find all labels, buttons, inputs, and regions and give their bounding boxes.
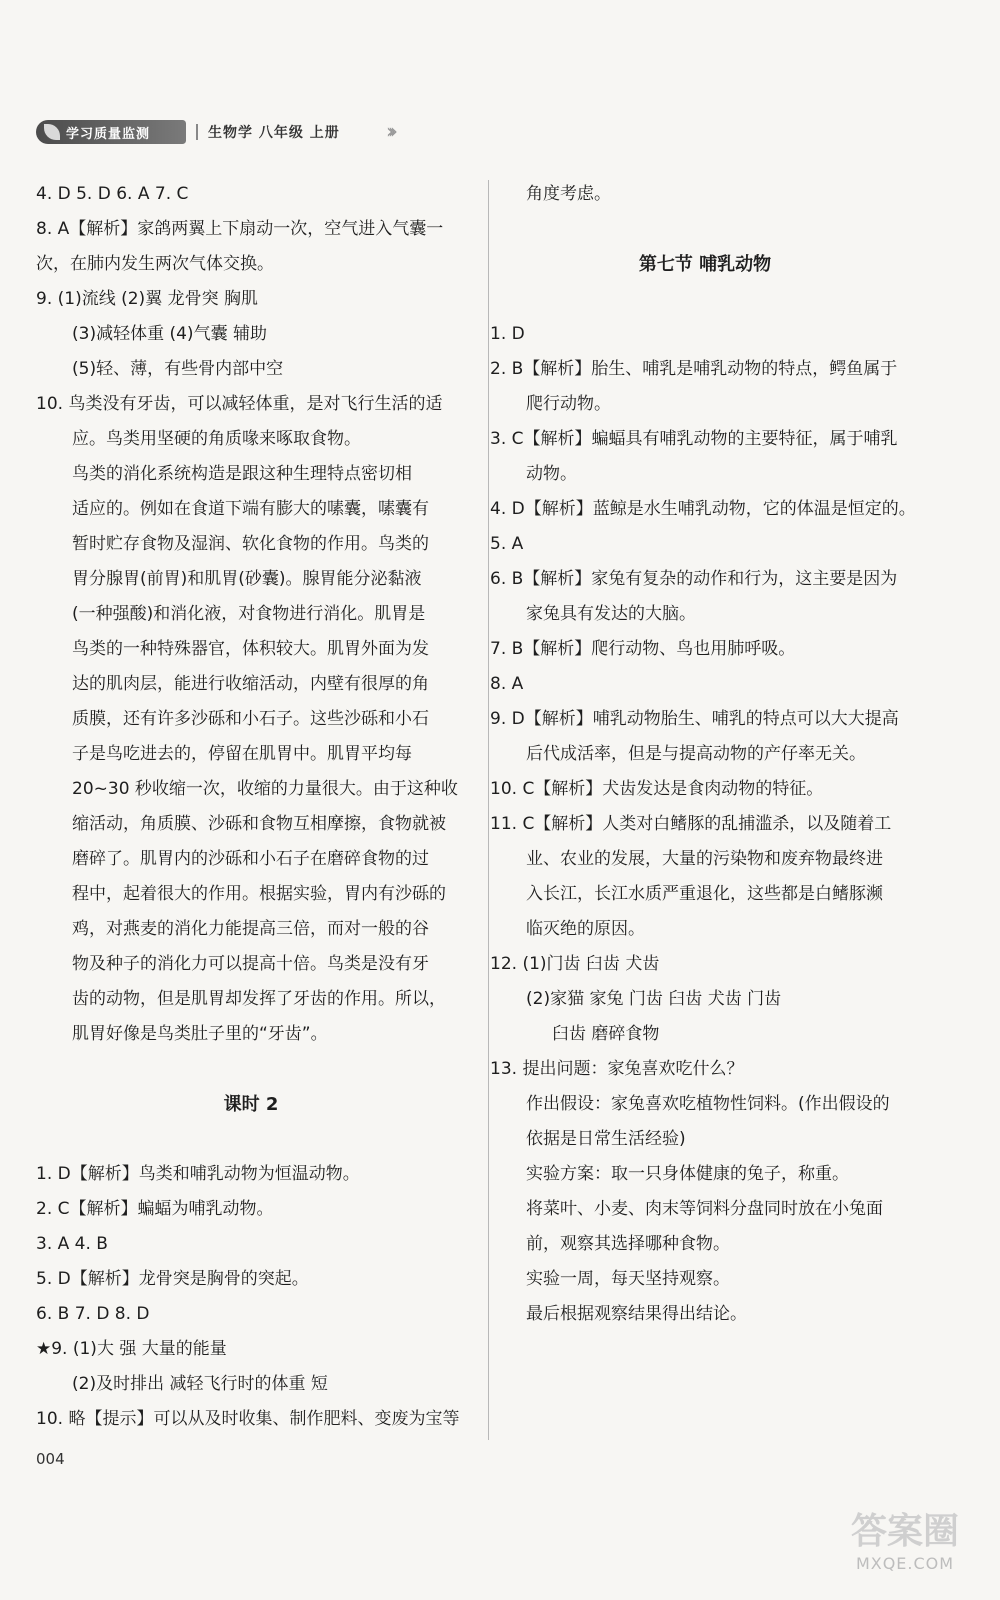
text-line: 入长江，长江水质严重退化，这些都是白鳍豚濒	[526, 884, 883, 904]
text-line: 4. D 5. D 6. A 7. C	[36, 184, 189, 204]
left-column	[36, 177, 466, 1437]
text-line: 子是鸟吃进去的，停留在肌胃中。肌胃平均每	[72, 744, 412, 764]
text-line: 鸟类的消化系统构造是跟这种生理特点密切相	[72, 464, 412, 484]
text-line: (3)减轻体重 (4)气囊 辅助	[72, 324, 267, 344]
text-line: (5)轻、薄，有些骨内部中空	[72, 359, 284, 379]
text-line: 后代成活率，但是与提高动物的产仔率无关。	[526, 744, 866, 764]
text-line: 齿的动物，但是肌胃却发挥了牙齿的作用。所以，	[72, 989, 446, 1009]
section-title: 课时 2	[223, 1094, 279, 1115]
text-line: (2)家猫 家兔 门齿 臼齿 犬齿 门齿	[526, 989, 782, 1009]
text-line: (2)及时排出 减轻飞行时的体重 短	[72, 1374, 328, 1394]
text-line: 13. 提出问题：家兔喜欢吃什么？	[490, 1059, 744, 1079]
text-line: 1. D	[490, 324, 525, 344]
text-line: 9. (1)流线 (2)翼 龙骨突 胸肌	[36, 289, 258, 309]
text-line: 6. B 7. D 8. D	[36, 1304, 150, 1324]
chevron-right-icon: ›››	[386, 119, 392, 143]
text-line	[490, 282, 920, 317]
text-line: 10. 略【提示】可以从及时收集、制作肥料、变废为宝等	[36, 1409, 460, 1429]
book-title: 生物学 八年级 上册	[208, 125, 340, 141]
text-line: 10. 鸟类没有牙齿，可以减轻体重，是对飞行生活的适	[36, 394, 443, 414]
text-line: 缩活动，角质膜、沙砾和食物互相摩擦，食物就被	[72, 814, 446, 834]
text-line	[490, 212, 920, 247]
watermark-logo	[830, 1510, 980, 1580]
text-line: 物及种子的消化力可以提高十倍。鸟类是没有牙	[72, 954, 429, 974]
text-line: 前，观察其选择哪种食物。	[526, 1234, 730, 1254]
text-line: 肌胃好像是鸟类肚子里的“牙齿”。	[72, 1024, 328, 1044]
leaf-icon	[44, 124, 60, 140]
text-line: 实验一周，每天坚持观察。	[526, 1269, 730, 1289]
page-header	[36, 118, 446, 148]
text-line: 12. (1)门齿 臼齿 犬齿	[490, 954, 660, 974]
text-line: 动物。	[526, 464, 577, 484]
text-line: 5. D【解析】龙骨突是胸骨的突起。	[36, 1269, 309, 1289]
text-line: 胃分腺胃(前胃)和肌胃(砂囊)。腺胃能分泌黏液	[72, 569, 422, 589]
text-line: 2. C【解析】蝙蝠为哺乳动物。	[36, 1199, 274, 1219]
text-line: 9. D【解析】哺乳动物胎生、哺乳的特点可以大大提高	[490, 709, 899, 729]
text-line: 20~30 秒收缩一次，收缩的力量很大。由于这种收	[72, 779, 458, 799]
text-line: 3. A 4. B	[36, 1234, 108, 1254]
header-separator	[196, 124, 198, 140]
text-line: ★9. (1)大 强 大量的能量	[36, 1339, 227, 1359]
text-line: 角度考虑。	[526, 184, 611, 204]
watermark-text: 答案圈	[850, 1511, 959, 1552]
text-line: 5. A	[490, 534, 524, 554]
right-column	[490, 177, 920, 1332]
text-line: 磨碎了。肌胃内的沙砾和小石子在磨碎食物的过	[72, 849, 429, 869]
text-line: 实验方案：取一只身体健康的兔子，称重。	[526, 1164, 849, 1184]
text-line: 将菜叶、小麦、肉末等饲料分盘同时放在小兔面	[526, 1199, 883, 1219]
text-line: 7. B【解析】爬行动物、鸟也用肺呼吸。	[490, 639, 796, 659]
text-line: 程中，起着很大的作用。根据实验，胃内有沙砾的	[72, 884, 446, 904]
text-line: 8. A	[490, 674, 524, 694]
header-badge-label: 学习质量监测	[66, 127, 151, 142]
text-line: 10. C【解析】犬齿发达是食肉动物的特征。	[490, 779, 824, 799]
text-line: 家兔具有发达的大脑。	[526, 604, 696, 624]
text-line: 8. A【解析】家鸽两翼上下扇动一次，空气进入气囊一	[36, 219, 444, 239]
text-line: 暂时贮存食物及湿润、软化食物的作用。鸟类的	[72, 534, 429, 554]
text-line: 2. B【解析】胎生、哺乳是哺乳动物的特点，鳄鱼属于	[490, 359, 898, 379]
text-line: 4. D【解析】蓝鲸是水生哺乳动物，它的体温是恒定的。	[490, 499, 916, 519]
text-line: 11. C【解析】人类对白鳍豚的乱捕滥杀，以及随着工	[490, 814, 892, 834]
text-line: 次，在肺内发生两次气体交换。	[36, 254, 274, 274]
text-line: 业、农业的发展，大量的污染物和废弃物最终进	[526, 849, 883, 869]
text-line: 达的肌肉层，能进行收缩活动，内壁有很厚的角	[72, 674, 429, 694]
text-line: 临灭绝的原因。	[526, 919, 645, 939]
text-line	[36, 1052, 466, 1087]
text-line: 鸡，对燕麦的消化力能提高三倍，而对一般的谷	[72, 919, 429, 939]
text-line: 适应的。例如在食道下端有膨大的嗉囊，嗉囊有	[72, 499, 429, 519]
header-badge	[36, 120, 186, 144]
watermark-url: MXQE.COM	[855, 1554, 955, 1573]
text-line: (一种强酸)和消化液，对食物进行消化。肌胃是	[72, 604, 426, 624]
text-line: 鸟类的一种特殊器官，体积较大。肌胃外面为发	[72, 639, 429, 659]
text-line: 爬行动物。	[526, 394, 611, 414]
text-line	[36, 1122, 466, 1157]
column-divider	[488, 180, 489, 1440]
text-line: 最后根据观察结果得出结论。	[526, 1304, 747, 1324]
text-line: 应。鸟类用坚硬的角质喙来啄取食物。	[72, 429, 361, 449]
text-line: 臼齿 磨碎食物	[552, 1024, 660, 1044]
text-line: 质膜，还有许多沙砾和小石子。这些沙砾和小石	[72, 709, 429, 729]
text-line: 依据是日常生活经验)	[526, 1129, 686, 1149]
text-line: 1. D【解析】鸟类和哺乳动物为恒温动物。	[36, 1164, 360, 1184]
page-number: 004	[36, 1450, 65, 1468]
text-line: 3. C【解析】蝙蝠具有哺乳动物的主要特征，属于哺乳	[490, 429, 898, 449]
section-title: 第七节 哺乳动物	[638, 254, 772, 275]
text-line: 作出假设：家兔喜欢吃植物性饲料。(作出假设的	[526, 1094, 890, 1114]
text-line: 6. B【解析】家兔有复杂的动作和行为，这主要是因为	[490, 569, 898, 589]
